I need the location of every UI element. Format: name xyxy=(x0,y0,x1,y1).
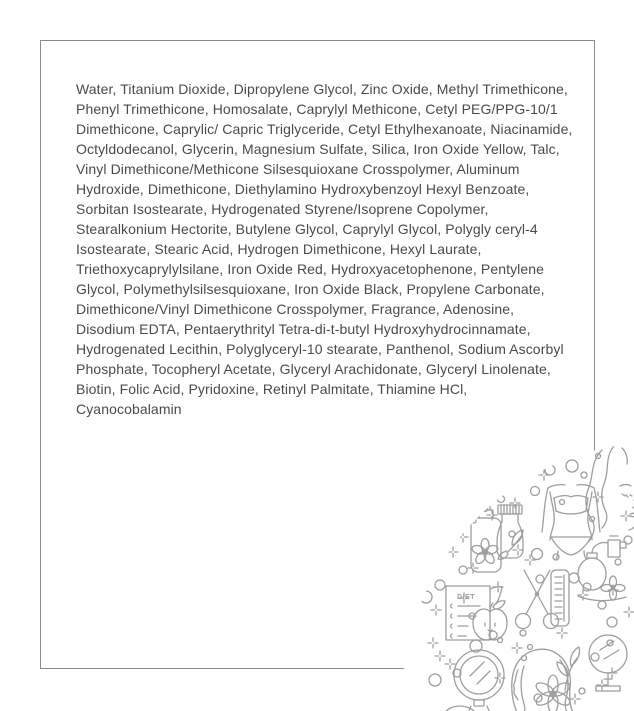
diet-label: DIET xyxy=(457,594,475,601)
vanity-mirror-icon xyxy=(589,635,627,691)
ingredients-text: Water, Titanium Dioxide, Dipropylene Glycol, Zinc Oxide, Methyl Trimethicone, Phenyl Trimethicone, Homosalate, Caprylyl Methicone, Cetyl PEG/PPG-10/1 Dimethicone, Caprylic/ Capric Triglyceride, Cetyl Ethylhexanoate, Niacinamide, Octyldodecanol, Glycerin, Magnesium Sulfate, Silica, Iron Oxide Yellow, Talc, Vinyl Dimethicone/Methicone Silsesquioxane Crosspolymer, Aluminum Hydroxide, Dimethicone, Diethylamino Hydroxybenzoyl Hexyl Benzoate, Sorbitan Isostearate, Hydrogenated Styrene/Isoprene Copolymer, Stearalkonium Hectorite, Butylene Glycol, Caprylyl Glycol, Polygly ceryl-4 Isostearate, Stearic Acid, Hydrogen Dimethicone, Hexyl Laurate, Triethoxycaprylylsilane, Iron Oxide Red, Hydroxyacetophenone, Pentylene Glycol, Polymethylsilsesquioxane, Iron Oxide Black, Propylene Carbonate, Dimethicone/Vinyl Dimethicone Crosspolymer, Fragrance, Adenosine, Disodium EDTA, Pentaerythrityl Tetra-di-t-butyl Hydroxyhydrocinnamate, Hydrogenated Lecithin, Polyglyceryl-10 stearate, Panthenol, Sodium Ascorbyl Phosphate, Tocopheryl Acetate, Glyceryl Arachidonate, Glyceryl Linolenate, Biotin, Folic Acid, Pyridoxine, Retinyl Palmitate, Thiamine HCl, Cyanocobalamin xyxy=(76,81,573,417)
compact-mirror-icon xyxy=(454,650,504,711)
woman-hair-icon xyxy=(512,649,574,711)
woman-face-icon xyxy=(586,446,634,542)
scissors-icon xyxy=(516,570,559,629)
comb-icon xyxy=(551,570,569,626)
person-shoulders-icon xyxy=(438,706,482,711)
